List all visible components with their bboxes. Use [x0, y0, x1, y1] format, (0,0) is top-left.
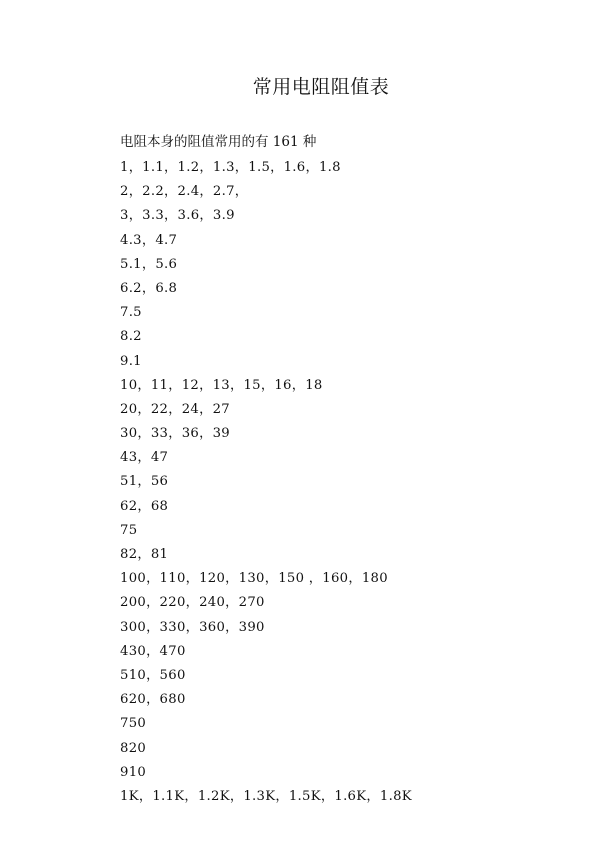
resistor-value-row: 30，33，36，39 [120, 426, 230, 442]
resistor-value-row: 820 [120, 740, 147, 756]
document-body [120, 128, 580, 809]
page-title: 常用电阻阻值表 [252, 76, 390, 98]
resistor-value-row: 43，47 [120, 450, 169, 466]
resistor-value-row: 1，1.1，1.2，1.3，1.5，1.6，1.8 [120, 160, 341, 175]
resistor-value-row: 51，56 [120, 474, 169, 490]
resistor-value-row: 4.3，4.7 [120, 232, 178, 248]
resistor-value-row: 100，110，120，130，150 ，160，180 [120, 571, 388, 587]
resistor-value-row: 6.2，6.8 [120, 280, 178, 296]
resistor-value-row: 10，11，12，13，15，16，18 [120, 377, 323, 393]
resistor-value-row: 5.1，5.6 [120, 256, 178, 272]
resistor-value-list [120, 156, 580, 809]
resistor-value-row: 20，22，24，27 [120, 401, 230, 417]
resistor-value-row: 510，560 [120, 667, 186, 683]
resistor-value-row: 910 [120, 764, 147, 780]
resistor-value-row: 75 [120, 522, 138, 538]
resistor-value-row: 300，330，360，390 [120, 619, 265, 635]
resistor-value-row: 82，81 [120, 547, 169, 562]
intro-text: 电阻本身的阻值常用的有 161 种 [120, 134, 317, 150]
resistor-value-row: 7.5 [120, 305, 142, 321]
resistor-value-row: 750 [120, 716, 147, 732]
resistor-value-row: 8.2 [120, 329, 142, 345]
resistor-value-row: 430，470 [120, 643, 186, 659]
resistor-value-row: 2，2.2，2.4，2.7， [120, 184, 249, 200]
resistor-value-row: 1K，1.1K，1.2K，1.3K，1.5K，1.6K，1.8K [120, 788, 412, 804]
resistor-value-row: 9.1 [120, 353, 142, 369]
resistor-value-row: 200，220，240，270 [120, 595, 265, 611]
resistor-value-row: 62，68 [120, 498, 169, 514]
resistor-value-row: 3，3.3，3.6，3.9 [120, 208, 235, 224]
resistor-value-row: 620，680 [120, 692, 186, 708]
